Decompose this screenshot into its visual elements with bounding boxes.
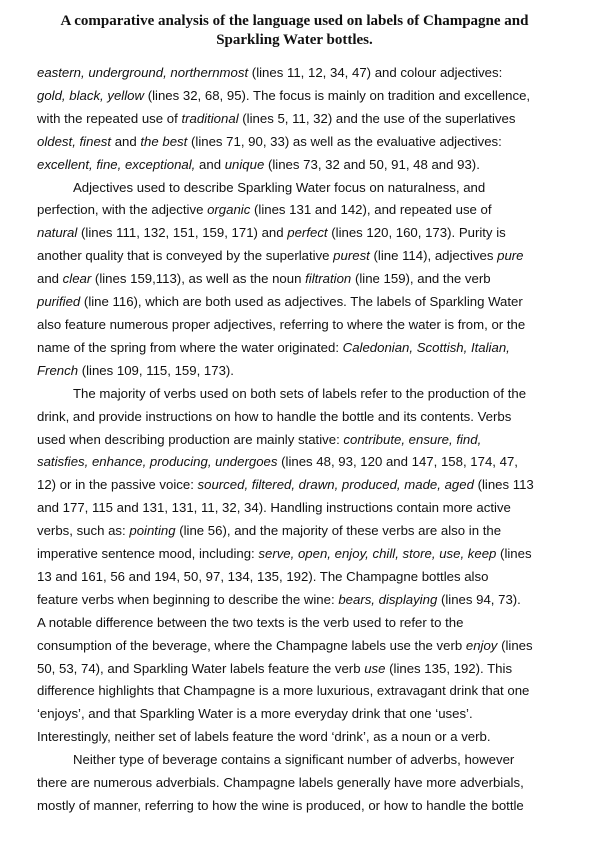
document-body: [37, 62, 557, 818]
text-run: mostly of manner, referring to how the wine is produced, or how to handle the bottle: [37, 798, 524, 813]
text-line: [37, 177, 557, 200]
paragraph: [37, 383, 557, 750]
text-line: [37, 85, 557, 108]
italic-term: French: [37, 362, 79, 378]
italic-term: bears, displaying: [338, 591, 438, 607]
text-line: [37, 635, 557, 658]
italic-term: eastern, underground, northernmost: [37, 65, 249, 80]
text-run: and 177, 115 and 131, 131, 11, 32, 34). Handling instructions contain more active: [37, 500, 511, 516]
text-line: [37, 589, 557, 612]
title-line: Sparkling Water bottles.: [216, 32, 373, 48]
text-run: (lines 94, 73).: [437, 591, 521, 607]
text-run: (line 159), and the verb: [351, 271, 491, 287]
text-run: there are numerous adverbials. Champagne labels generally have more adverbials,: [37, 775, 524, 791]
text-line: [37, 451, 557, 474]
italic-term: perfect: [287, 225, 328, 241]
text-line: [37, 245, 557, 268]
paragraph: [37, 62, 557, 177]
text-run: and: [111, 133, 141, 149]
text-run: (lines 131 and 142), and repeated use of: [250, 202, 492, 218]
text-run: (lines 159,113), as well as the noun: [91, 271, 306, 287]
text-run: 12) or in the passive voice:: [37, 477, 198, 493]
text-line: [37, 520, 557, 543]
italic-term: organic: [207, 202, 251, 218]
italic-term: gold, black, yellow: [37, 87, 145, 103]
text-line: [37, 658, 557, 681]
text-line: [37, 543, 557, 566]
text-run: perfection, with the adjective: [37, 202, 208, 218]
text-line: [37, 406, 557, 429]
italic-term: purified: [37, 294, 81, 310]
text-run: difference highlights that Champagne is a more luxurious, extravagant drink that one: [37, 683, 530, 699]
italic-term: clear: [62, 271, 92, 287]
text-run: Adjectives used to describe Sparkling Water focus on naturalness, and: [73, 179, 486, 195]
text-run: (lines 111, 132, 151, 159, 171) and: [77, 225, 288, 241]
text-run: Interestingly, neither set of labels feature the word ‘drink’, as a noun or a verb.: [37, 729, 491, 745]
text-run: 50, 53, 74), and Sparkling Water labels feature the verb: [37, 660, 365, 676]
text-line: [37, 222, 557, 245]
text-line: [37, 497, 557, 520]
text-run: (lines: [497, 637, 533, 653]
text-run: (lines 120, 160, 173). Purity is: [327, 225, 506, 241]
text-run: (lines 113: [473, 477, 534, 493]
text-run: verbs, such as:: [37, 523, 130, 539]
text-run: (lines 11, 12, 34, 47) and colour adjectives:: [248, 65, 503, 80]
text-line: [37, 268, 557, 291]
italic-term: sourced, filtered, drawn, produced, made, aged: [197, 477, 474, 493]
text-run: A notable difference between the two texts is the verb used to refer to the: [37, 614, 464, 630]
text-run: (line 114), adjectives: [369, 248, 498, 264]
text-line: [37, 62, 557, 85]
paragraph: [37, 749, 557, 818]
text-run: (lines: [496, 546, 532, 562]
text-line: [37, 154, 557, 177]
text-line: [37, 314, 557, 337]
text-run: ‘enjoys’, and that Sparkling Water is a more everyday drink that one ‘uses’.: [37, 706, 473, 722]
text-run: (lines 71, 90, 33) as well as the evaluative adjectives:: [187, 133, 502, 149]
italic-term: enjoy: [465, 637, 498, 653]
text-run: (lines 135, 192). This: [385, 660, 513, 676]
text-line: [37, 360, 557, 383]
text-line: [37, 291, 557, 314]
text-line: [37, 703, 557, 726]
italic-term: excellent, fine, exceptional,: [37, 156, 196, 172]
text-run: consumption of the beverage, where the Champagne labels use the verb: [37, 637, 466, 653]
italic-term: Caledonian, Scottish, Italian,: [342, 339, 510, 355]
paragraph: [37, 177, 557, 383]
italic-term: filtration: [305, 271, 352, 287]
text-run: (lines 32, 68, 95). The focus is mainly on tradition and excellence,: [144, 87, 531, 103]
text-line: [37, 429, 557, 452]
italic-term: traditional: [181, 110, 239, 126]
text-run: drink, and provide instructions on how to handle the bottle and its contents. Verbs: [37, 408, 512, 424]
text-line: [37, 680, 557, 703]
italic-term: unique: [224, 156, 265, 172]
italic-term: pointing: [129, 523, 176, 539]
italic-term: natural: [37, 225, 78, 241]
text-run: (lines 109, 115, 159, 173).: [78, 362, 234, 378]
text-run: (lines 5, 11, 32) and the use of the superlatives: [238, 110, 516, 126]
italic-term: use: [364, 660, 386, 676]
text-run: and: [37, 271, 63, 287]
text-run: imperative sentence mood, including:: [37, 546, 259, 562]
text-run: (lines 48, 93, 120 and 147, 158, 174, 47,: [277, 454, 518, 470]
text-run: Neither type of beverage contains a significant number of adverbs, however: [73, 752, 515, 768]
text-line: [37, 795, 557, 818]
document-title: [0, 0, 589, 50]
text-run: feature verbs when beginning to describe the wine:: [37, 591, 339, 607]
title-line: A comparative analysis of the language used on labels of Champagne and: [60, 13, 529, 29]
italic-term: the best: [140, 133, 188, 149]
text-run: (line 56), and the majority of these verbs are also in the: [175, 523, 502, 539]
text-run: with the repeated use of: [37, 110, 182, 126]
italic-term: purest: [333, 248, 370, 264]
text-line: [37, 749, 557, 772]
text-run: name of the spring from where the water originated:: [37, 339, 343, 355]
text-run: 13 and 161, 56 and 194, 50, 97, 134, 135, 192). The Champagne bottles also: [37, 568, 489, 584]
text-line: [37, 772, 557, 795]
text-line: [37, 566, 557, 589]
italic-term: pure: [497, 248, 524, 264]
text-line: [37, 612, 557, 635]
text-run: (lines 73, 32 and 50, 91, 48 and 93).: [264, 156, 480, 172]
text-line: [37, 383, 557, 406]
italic-term: satisfies, enhance, producing, undergoes: [37, 454, 278, 470]
text-line: [37, 726, 557, 749]
italic-term: oldest, finest: [37, 133, 112, 149]
text-line: [37, 108, 557, 131]
text-run: and: [195, 156, 225, 172]
text-run: The majority of verbs used on both sets of labels refer to the production of the: [73, 385, 527, 401]
text-line: [37, 199, 557, 222]
italic-term: contribute, ensure, find,: [343, 431, 482, 447]
text-line: [37, 337, 557, 360]
text-line: [37, 474, 557, 497]
text-run: used when describing production are mainly stative:: [37, 431, 344, 447]
text-line: [37, 131, 557, 154]
text-run: another quality that is conveyed by the superlative: [37, 248, 334, 264]
text-run: (line 116), which are both used as adjectives. The labels of Sparkling Water: [80, 294, 523, 310]
text-run: also feature numerous proper adjectives, referring to where the water is from, or the: [37, 316, 526, 332]
italic-term: serve, open, enjoy, chill, store, use, keep: [258, 546, 497, 562]
